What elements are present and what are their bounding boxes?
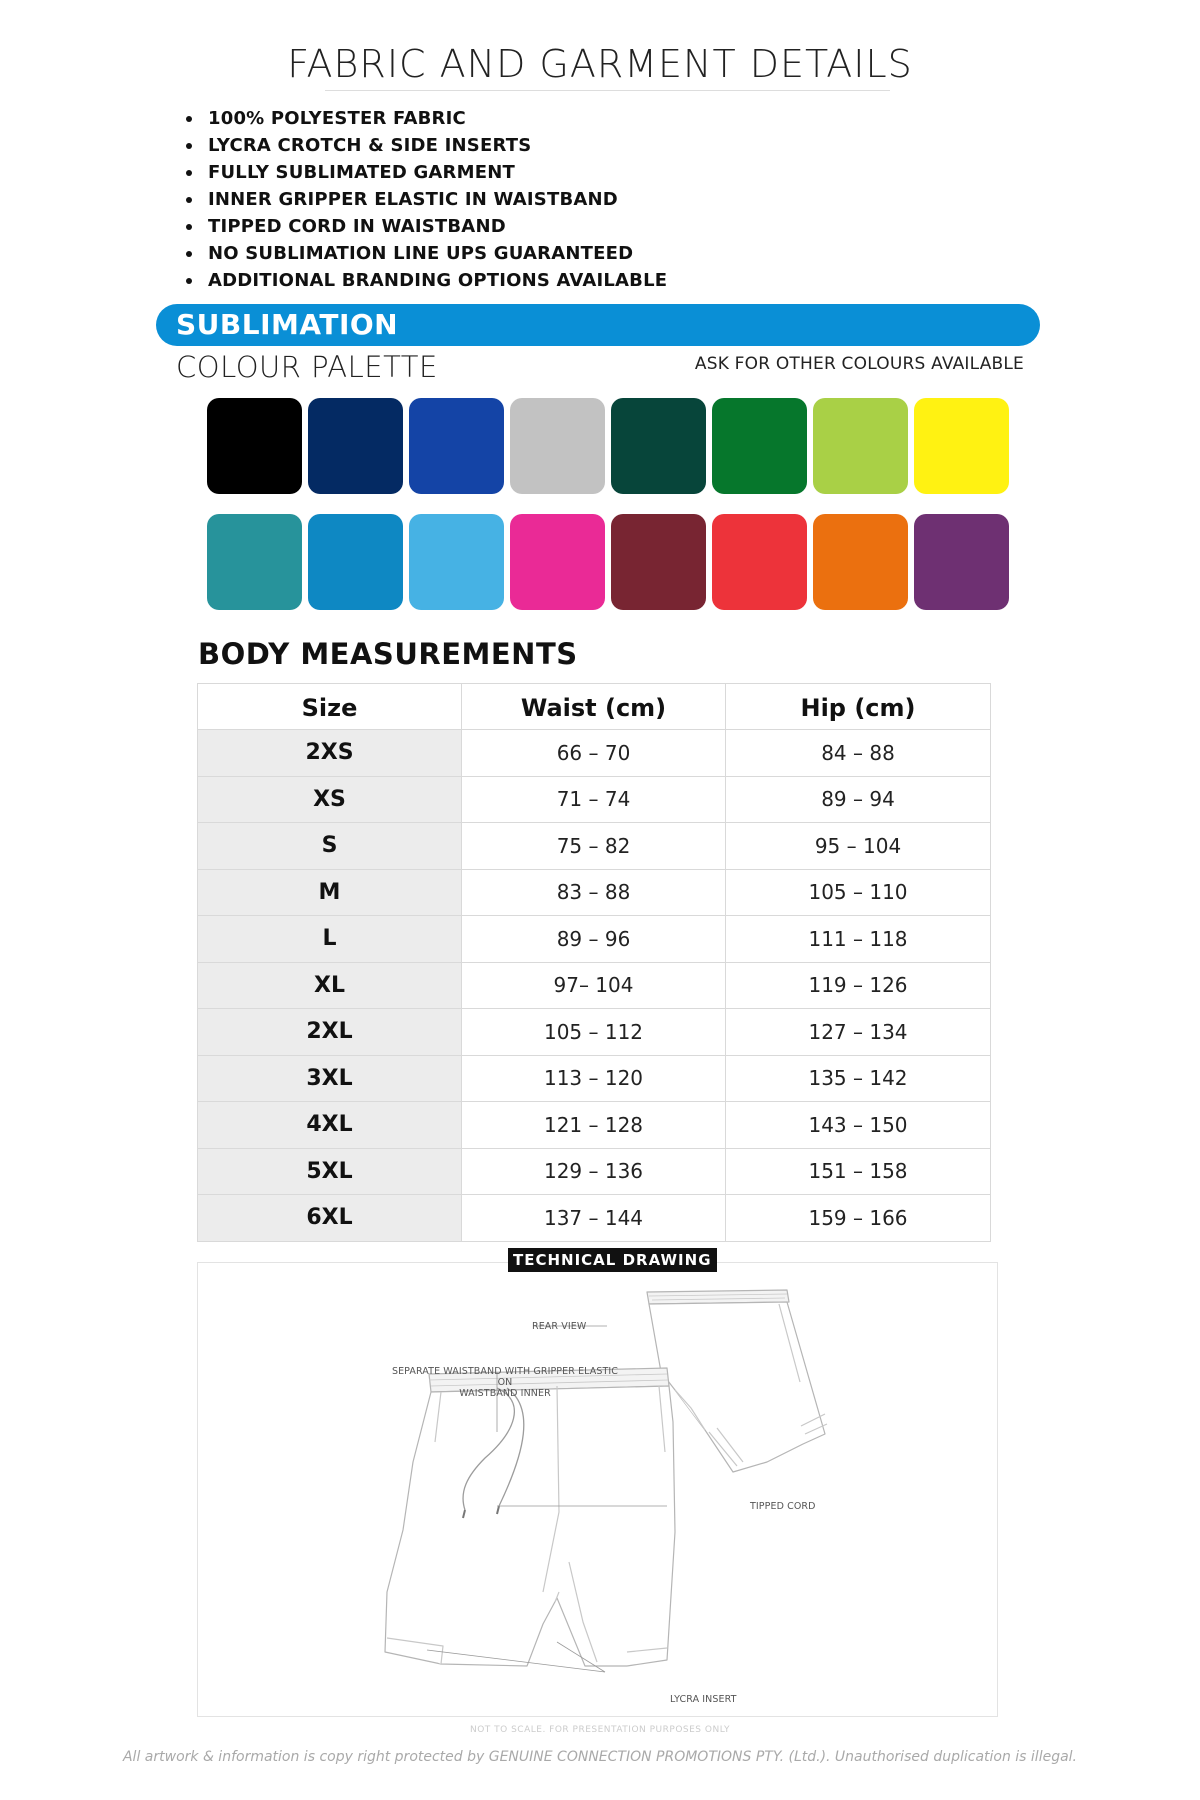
column-header-hip: Hip (cm): [726, 684, 991, 730]
colour-swatch: [813, 514, 908, 610]
colour-swatch: [207, 398, 302, 494]
feature-item: 100% POLYESTER FABRIC: [180, 105, 667, 132]
table-row: [198, 962, 991, 1009]
colour-swatch: [914, 514, 1009, 610]
hip-cell: 143 – 150: [726, 1102, 991, 1149]
column-header-waist: Waist (cm): [462, 684, 726, 730]
tipped-cord-callout: TIPPED CORD: [750, 1501, 816, 1512]
hip-cell: 84 – 88: [726, 730, 991, 777]
hip-cell: 111 – 118: [726, 916, 991, 963]
scale-note: NOT TO SCALE. FOR PRESENTATION PURPOSES ONLY: [469, 1725, 731, 1735]
rear-view-callout: REAR VIEW: [532, 1321, 587, 1332]
sublimation-banner-label: SUBLIMATION: [176, 308, 399, 341]
feature-item: TIPPED CORD IN WAISTBAND: [180, 213, 667, 240]
hip-cell: 151 – 158: [726, 1148, 991, 1195]
size-cell: XL: [198, 962, 462, 1009]
colour-swatch-grid: [207, 398, 1015, 610]
table-row: [198, 730, 991, 777]
colour-swatch: [712, 514, 807, 610]
table-row: [198, 1055, 991, 1102]
hip-cell: 119 – 126: [726, 962, 991, 1009]
table-row: [198, 869, 991, 916]
size-cell: 5XL: [198, 1148, 462, 1195]
colour-swatch: [409, 398, 504, 494]
waist-cell: 83 – 88: [462, 869, 726, 916]
table-row: [198, 1148, 991, 1195]
waist-cell: 71 – 74: [462, 776, 726, 823]
waist-cell: 113 – 120: [462, 1055, 726, 1102]
colour-swatch: [308, 514, 403, 610]
size-cell: 2XL: [198, 1009, 462, 1056]
colour-swatch: [510, 514, 605, 610]
colour-palette-title: COLOUR PALETTE: [176, 350, 438, 384]
lycra-insert-callout: LYCRA INSERT: [670, 1694, 737, 1705]
waist-cell: 121 – 128: [462, 1102, 726, 1149]
table-row: [198, 1009, 991, 1056]
colour-swatch: [611, 514, 706, 610]
hip-cell: 89 – 94: [726, 776, 991, 823]
colour-swatch: [914, 398, 1009, 494]
hip-cell: 135 – 142: [726, 1055, 991, 1102]
hip-cell: 95 – 104: [726, 823, 991, 870]
size-cell: XS: [198, 776, 462, 823]
measurement-table: [197, 683, 991, 1242]
waist-cell: 75 – 82: [462, 823, 726, 870]
size-cell: 6XL: [198, 1195, 462, 1242]
copyright-notice: All artwork & information is copy right protected by GENUINE CONNECTION PROMOTIONS PTY. (Ltd.). Unauthorised duplication is illegal.: [122, 1749, 1078, 1765]
colour-palette-note: ASK FOR OTHER COLOURS AVAILABLE: [694, 354, 1024, 374]
table-row: [198, 1102, 991, 1149]
table-row: [198, 1195, 991, 1242]
size-cell: M: [198, 869, 462, 916]
table-row: [198, 916, 991, 963]
waistband-callout: [385, 1366, 625, 1399]
page-title: FABRIC AND GARMENT DETAILS: [287, 42, 913, 86]
colour-swatch: [308, 398, 403, 494]
waist-cell: 97– 104: [462, 962, 726, 1009]
hip-cell: 105 – 110: [726, 869, 991, 916]
sublimation-banner: [156, 304, 1040, 346]
shorts-technical-drawing: [197, 1262, 998, 1717]
colour-swatch: [409, 514, 504, 610]
feature-item: NO SUBLIMATION LINE UPS GUARANTEED: [180, 240, 667, 267]
feature-list: [180, 105, 667, 294]
technical-drawing-label: TECHNICAL DRAWING: [508, 1248, 717, 1272]
waist-cell: 66 – 70: [462, 730, 726, 777]
waist-cell: 129 – 136: [462, 1148, 726, 1195]
title-divider: [325, 90, 890, 91]
waist-cell: 105 – 112: [462, 1009, 726, 1056]
colour-swatch: [813, 398, 908, 494]
column-header-size: Size: [198, 684, 462, 730]
feature-item: ADDITIONAL BRANDING OPTIONS AVAILABLE: [180, 267, 667, 294]
hip-cell: 159 – 166: [726, 1195, 991, 1242]
colour-swatch: [611, 398, 706, 494]
size-cell: L: [198, 916, 462, 963]
table-header-row: [198, 684, 991, 730]
waist-cell: 137 – 144: [462, 1195, 726, 1242]
waistband-callout-line1: SEPARATE WAISTBAND WITH GRIPPER ELASTIC ON: [391, 1366, 619, 1388]
front-view-shorts: [385, 1368, 675, 1666]
size-cell: S: [198, 823, 462, 870]
table-row: [198, 823, 991, 870]
size-cell: 4XL: [198, 1102, 462, 1149]
feature-item: LYCRA CROTCH & SIDE INSERTS: [180, 132, 667, 159]
size-cell: 3XL: [198, 1055, 462, 1102]
size-cell: 2XS: [198, 730, 462, 777]
table-row: [198, 776, 991, 823]
hip-cell: 127 – 134: [726, 1009, 991, 1056]
body-measurements-title: BODY MEASUREMENTS: [198, 637, 578, 671]
feature-item: INNER GRIPPER ELASTIC IN WAISTBAND: [180, 186, 667, 213]
colour-swatch: [712, 398, 807, 494]
waistband-callout-line2: WAISTBAND INNER: [459, 1388, 551, 1399]
waist-cell: 89 – 96: [462, 916, 726, 963]
feature-item: FULLY SUBLIMATED GARMENT: [180, 159, 667, 186]
colour-swatch: [510, 398, 605, 494]
colour-swatch: [207, 514, 302, 610]
